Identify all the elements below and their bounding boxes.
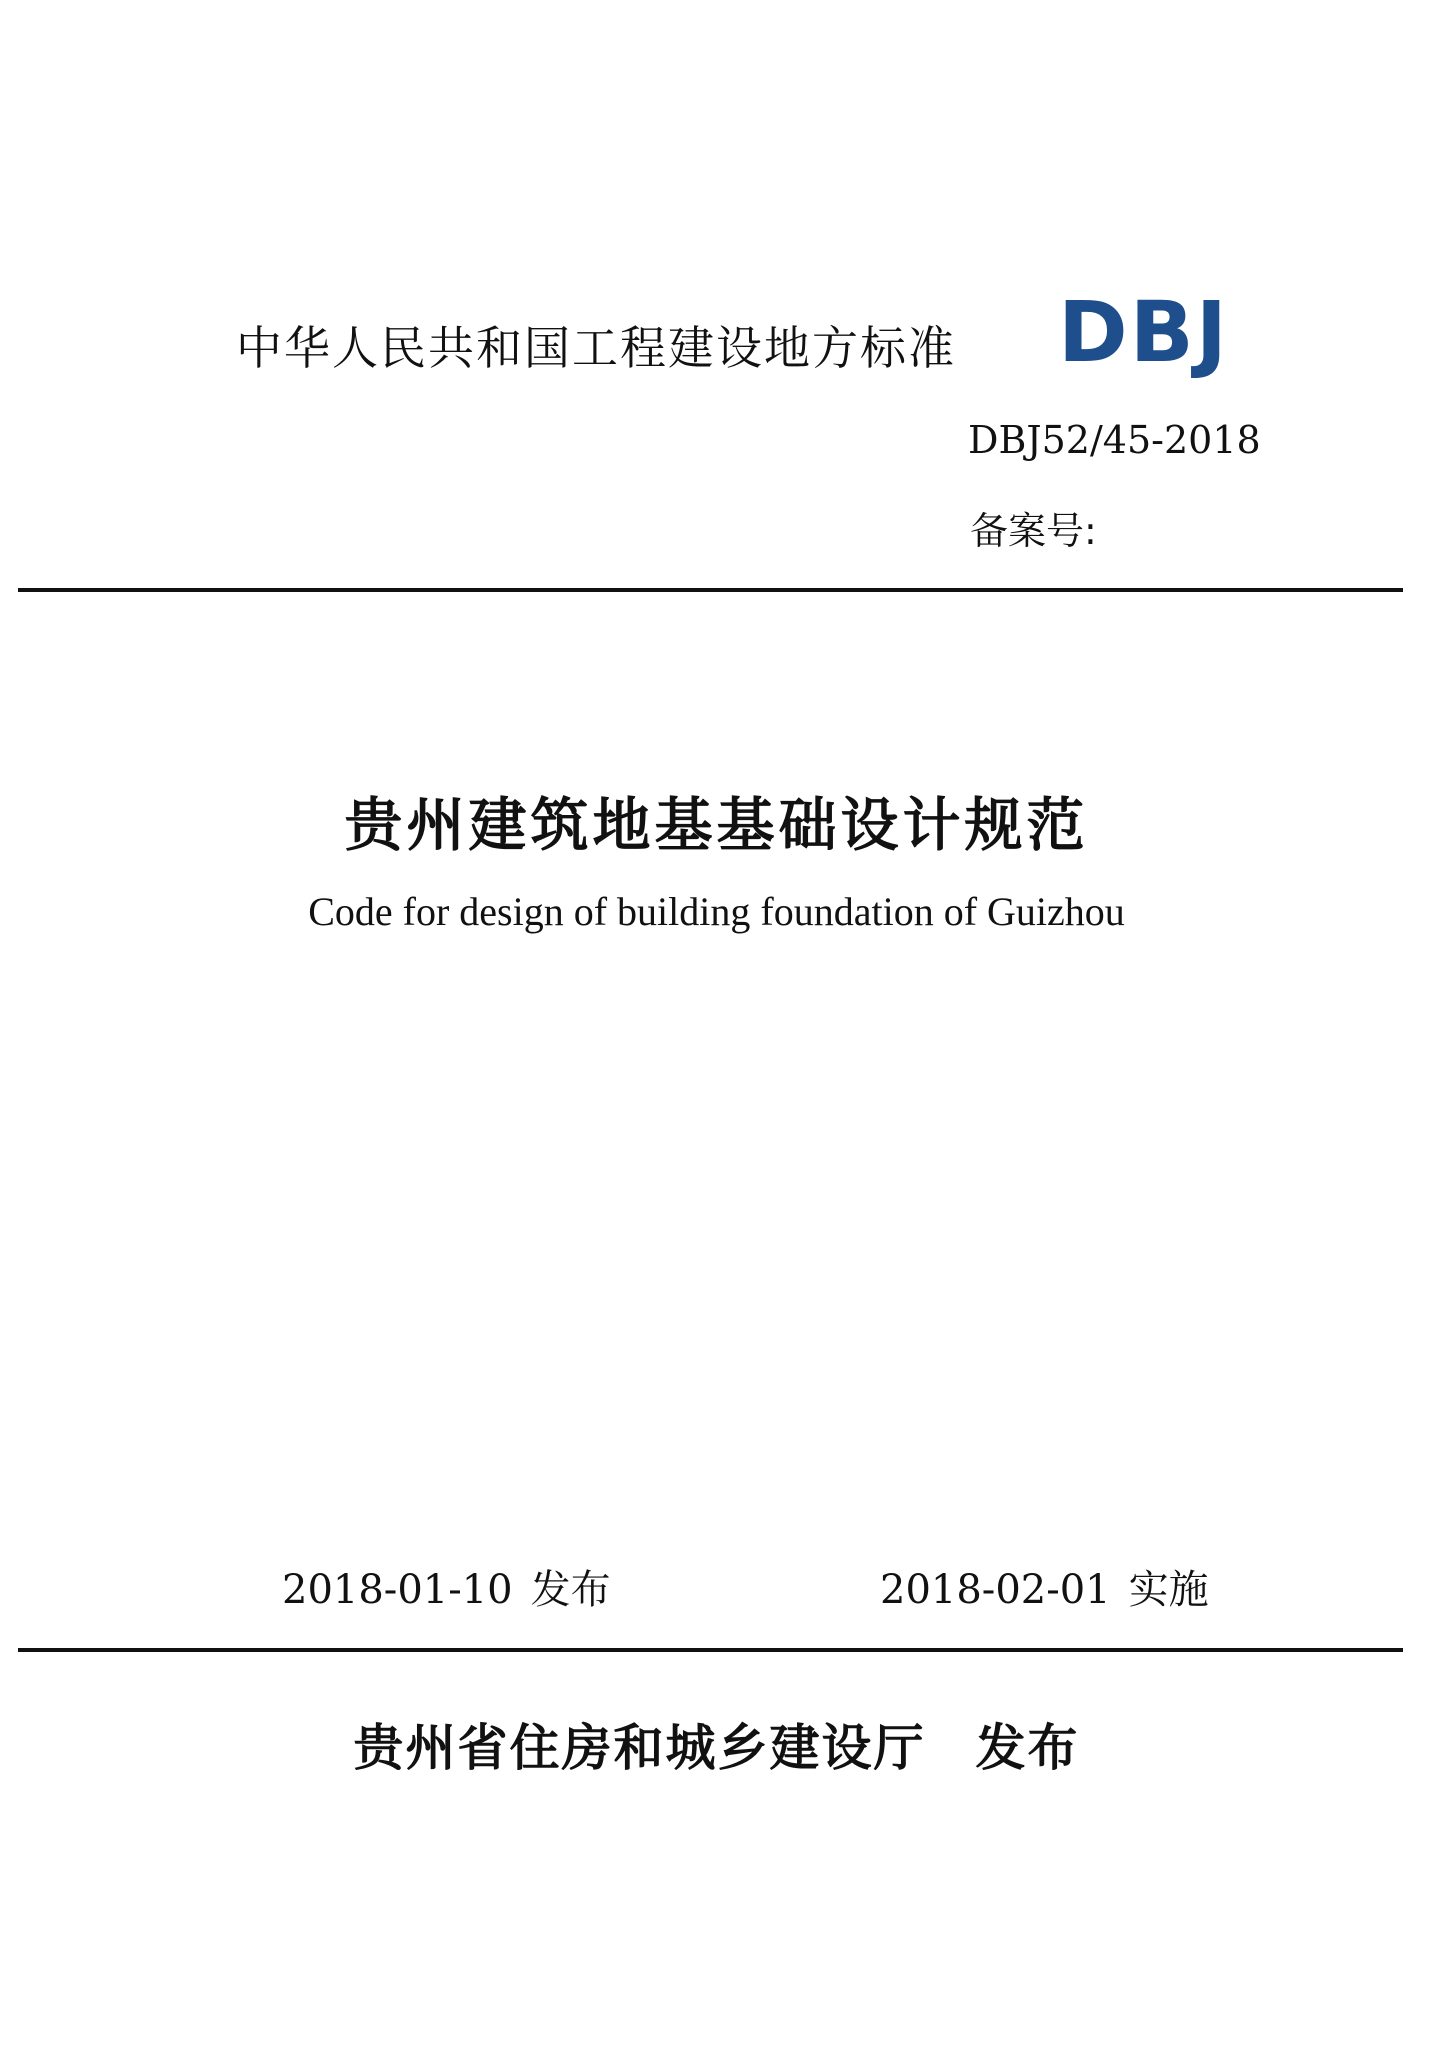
publisher-name: 贵州省住房和城乡建设厅 bbox=[353, 1719, 926, 1777]
implementation-date: 2018-02-01 bbox=[880, 1567, 1111, 1613]
issue-label: 发布 bbox=[530, 1567, 611, 1613]
publisher-line bbox=[0, 1708, 1433, 1780]
standard-type: 中华人民共和国工程建设地方标准 bbox=[236, 321, 956, 375]
title-chinese: 贵州建筑地基基础设计规范 bbox=[344, 791, 1089, 859]
publisher-suffix: 发布 bbox=[975, 1719, 1080, 1777]
issue-date-line bbox=[282, 1558, 611, 1615]
top-divider bbox=[18, 588, 1403, 592]
record-number-label: 备案号: bbox=[970, 509, 1097, 553]
title-english: Code for design of building foundation of Guizhou bbox=[308, 889, 1125, 934]
dbj-logo: DBJ bbox=[1058, 283, 1230, 381]
implementation-label: 实施 bbox=[1128, 1567, 1209, 1613]
bottom-divider bbox=[18, 1648, 1403, 1652]
implementation-date-line bbox=[880, 1558, 1209, 1615]
standard-number: DBJ52/45-2018 bbox=[968, 418, 1261, 462]
issue-date: 2018-01-10 bbox=[282, 1567, 513, 1613]
